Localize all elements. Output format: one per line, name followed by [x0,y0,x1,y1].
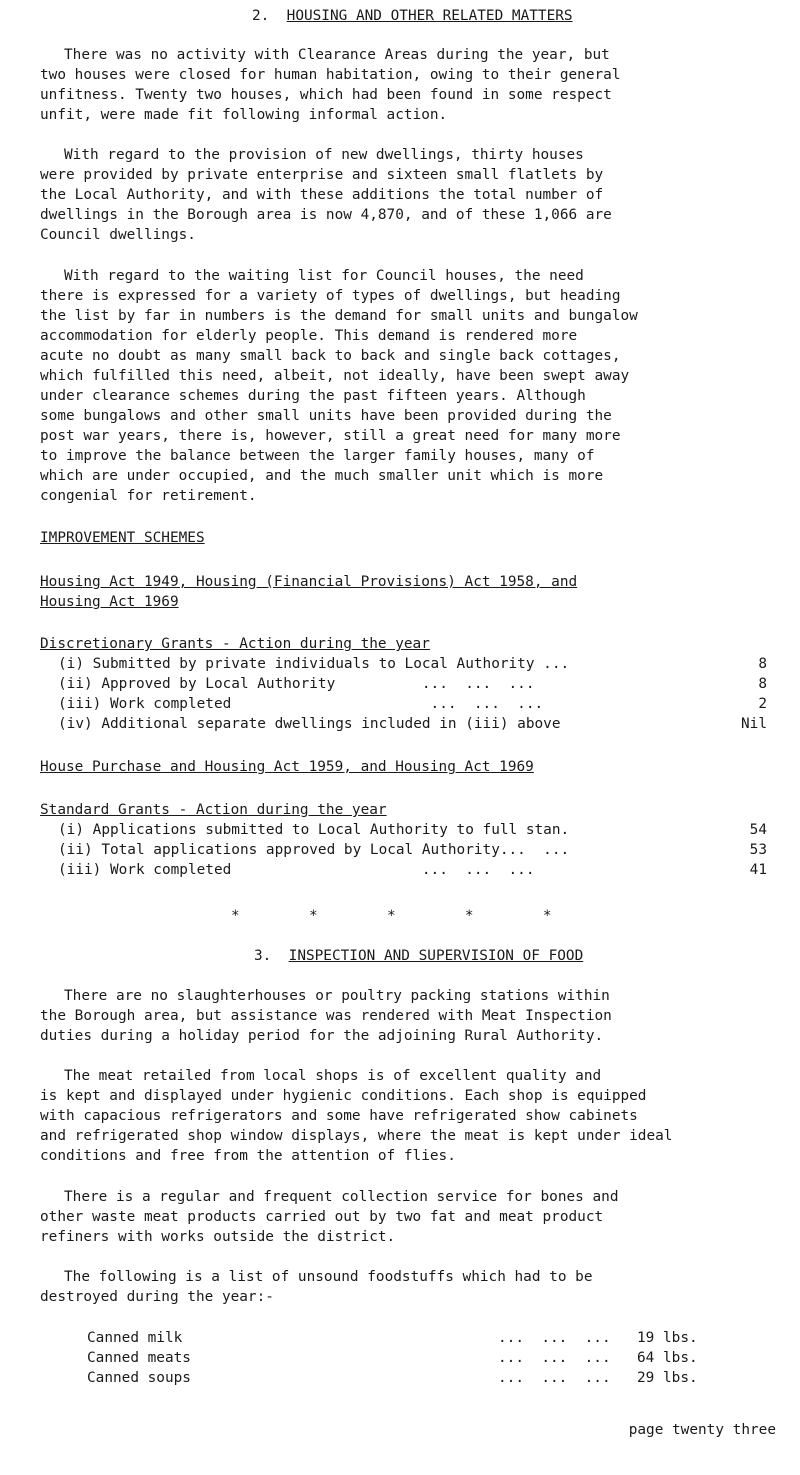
list-item-value: 8 [758,676,767,692]
text-line: which fulfilled this need, albeit, not ideally, have been swept away [40,368,630,384]
section-2-heading [252,6,573,26]
purchase-act: House Purchase and Housing Act 1959, and Housing Act 1969 [40,759,534,775]
text-line: other waste meat products carried out by two fat and meat product [40,1209,604,1225]
text-line: accommodation for elderly people. This demand is rendered more [40,328,578,344]
text-line: were provided by private enterprise and sixteen small flatlets by [40,167,604,183]
text-line: congenial for retirement. [40,488,257,504]
text-line: Council dwellings. [40,227,196,243]
text-line: There is a regular and frequent collection service for bones and [64,1189,619,1205]
text-line: two houses were closed for human habitation, owing to their general [40,67,621,83]
text-line: post war years, there is, however, still a great need for many more [40,428,621,444]
text-line: is kept and displayed under hygienic conditions. Each shop is equipped [40,1088,647,1104]
text-line: and refrigerated shop window displays, where the meat is kept under ideal [40,1128,673,1144]
text-line: There are no slaughterhouses or poultry packing stations within [64,988,610,1004]
discretionary-heading: Discretionary Grants - Action during the year [40,636,430,652]
list-item-value: 2 [758,696,767,712]
food-dots: ... ... ... [498,1350,611,1366]
food-qty: 64 lbs. [637,1350,698,1366]
list-item-label: (iii) Work completed ... ... ... [58,862,535,878]
section-3-heading [254,946,583,966]
text-line: which are under occupied, and the much smaller unit which is more [40,468,604,484]
list-item-label: (iii) Work completed ... ... ... [58,696,544,712]
text-line: unfitness. Twenty two houses, which had been found in some respect [40,87,612,103]
list-item-label: (i) Submitted by private individuals to Local Authority ... [58,656,570,672]
text-line: refiners with works outside the district. [40,1229,396,1245]
page-number: page twenty three [628,1422,776,1438]
text-line: with capacious refrigerators and some have refrigerated show cabinets [40,1108,638,1124]
acts-line: Housing Act 1969 [40,594,179,610]
improvement-heading: IMPROVEMENT SCHEMES [40,530,205,546]
food-item: Canned milk [87,1330,183,1346]
text-line: conditions and free from the attention of flies. [40,1148,456,1164]
asterisk-separator: * * * * * [231,908,552,924]
list-item-label: (i) Applications submitted to Local Authority to full stan. [58,822,570,838]
text-line: dwellings in the Borough area is now 4,870, and of these 1,066 are [40,207,612,223]
text-line: unfit, were made fit following informal action. [40,107,448,123]
text-line: With regard to the waiting list for Council houses, the need [64,268,584,284]
text-line: some bungalows and other small units have been provided during the [40,408,612,424]
text-line: the Local Authority, and with these additions the total number of [40,187,604,203]
text-line: There was no activity with Clearance Areas during the year, but [64,47,610,63]
text-line: duties during a holiday period for the adjoining Rural Authority. [40,1028,604,1044]
text-line: With regard to the provision of new dwellings, thirty houses [64,147,584,163]
text-line: destroyed during the year:- [40,1289,274,1305]
list-item-value: Nil [741,716,767,732]
list-item-value: 53 [749,842,767,858]
text-line: The meat retailed from local shops is of excellent quality and [64,1068,602,1084]
acts-line: Housing Act 1949, Housing (Financial Provisions) Act 1958, and [40,574,578,590]
food-dots: ... ... ... [498,1370,611,1386]
section-title: INSPECTION AND SUPERVISION OF FOOD [288,948,584,964]
list-item-label: (ii) Approved by Local Authority ... ... ... [58,676,535,692]
text-line: the list by far in numbers is the demand for small units and bungalow [40,308,638,324]
section-number: 2. [252,8,270,24]
text-line: under clearance schemes during the past fifteen years. Although [40,388,586,404]
section-title: HOUSING AND OTHER RELATED MATTERS [286,8,573,24]
food-qty: 29 lbs. [637,1370,698,1386]
food-item: Canned soups [87,1370,191,1386]
list-item-value: 8 [758,656,767,672]
text-line: there is expressed for a variety of types of dwellings, but heading [40,288,621,304]
text-line: the Borough area, but assistance was rendered with Meat Inspection [40,1008,612,1024]
standard-heading: Standard Grants - Action during the year [40,802,387,818]
food-qty: 19 lbs. [637,1330,698,1346]
text-line: acute no doubt as many small back to back and single back cottages, [40,348,621,364]
list-item-label: (ii) Total applications approved by Local Authority... ... [58,842,570,858]
food-dots: ... ... ... [498,1330,611,1346]
text-line: to improve the balance between the larger family houses, many of [40,448,595,464]
text-line: The following is a list of unsound foodstuffs which had to be [64,1269,593,1285]
list-item-label: (iv) Additional separate dwellings included in (iii) above [58,716,561,732]
list-item-value: 54 [749,822,767,838]
food-item: Canned meats [87,1350,191,1366]
section-number: 3. [254,948,272,964]
list-item-value: 41 [749,862,767,878]
